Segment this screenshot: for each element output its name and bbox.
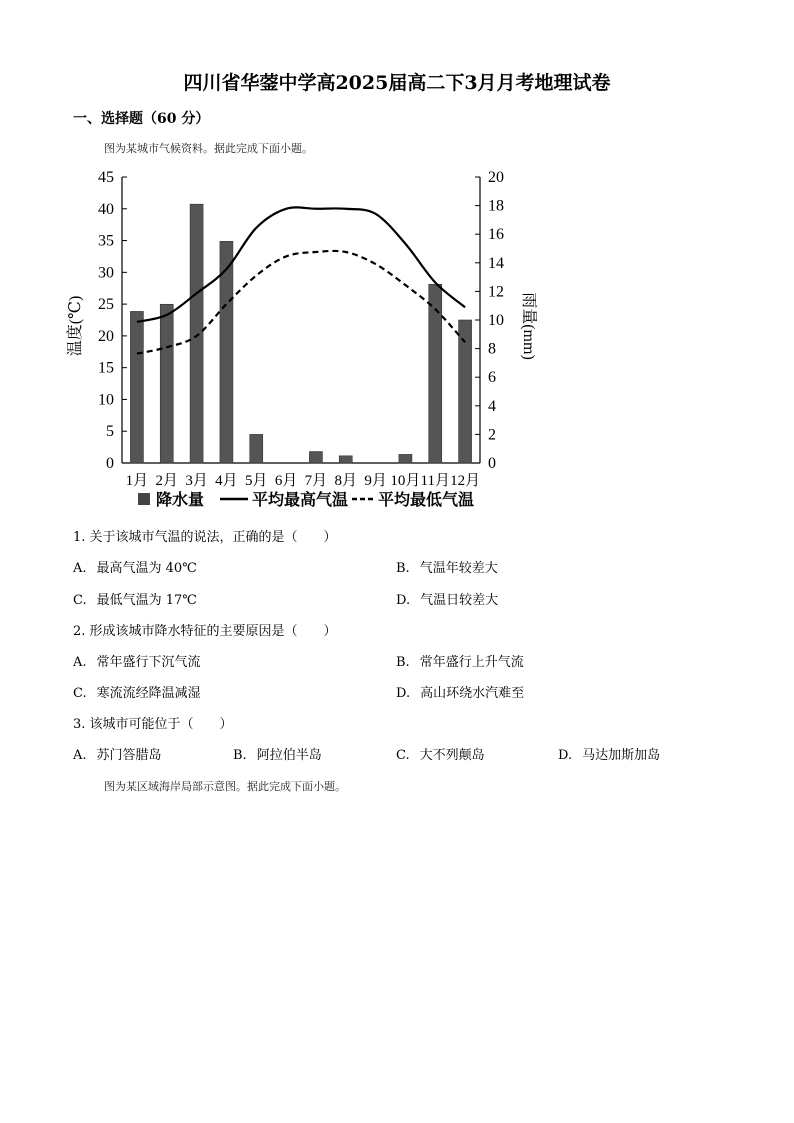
x-tick-label: 8月: [334, 473, 358, 489]
precip-bar: [160, 304, 173, 463]
q1-option-a[interactable]: [73, 557, 197, 576]
x-tick-label: 5月: [244, 473, 268, 489]
left-tick-label: 25: [98, 296, 114, 314]
right-tick-label: 8: [488, 340, 496, 358]
section-heading: 一、选择题（60 分）: [73, 111, 210, 127]
option-text: 大不列颠岛: [419, 748, 485, 763]
q3-option-b[interactable]: [233, 744, 322, 763]
option-letter: B.: [396, 655, 410, 670]
right-tick-label: 2: [488, 426, 496, 444]
option-text: 气温年较差大: [419, 561, 498, 576]
right-tick-label: 0: [488, 455, 496, 472]
climate-chart: [60, 160, 537, 520]
left-tick-label: 35: [98, 232, 114, 250]
right-tick-label: 20: [488, 169, 504, 186]
max-temp-line: [137, 207, 465, 322]
x-tick-label: 9月: [364, 473, 387, 489]
x-tick-label: 3月: [185, 473, 208, 489]
q3-option-a[interactable]: [73, 744, 162, 763]
precip-bar: [250, 434, 263, 463]
option-letter: C.: [396, 748, 410, 763]
option-letter: D.: [396, 593, 411, 608]
legend-swatch-precip: [138, 493, 150, 505]
option-text: 苏门答腊岛: [96, 748, 162, 763]
x-tick-label: 11月: [420, 473, 450, 489]
right-tick-label: 18: [488, 197, 504, 215]
option-text: 常年盛行下沉气流: [96, 655, 201, 670]
page-title: 四川省华蓥中学高2025届高二下3月月考地理试卷: [183, 72, 611, 94]
option-letter: D.: [396, 686, 411, 701]
left-tick-label: 40: [98, 200, 114, 218]
option-letter: C.: [73, 593, 87, 608]
precip-bar: [190, 204, 203, 463]
right-tick-label: 6: [488, 369, 496, 387]
left-tick-label: 0: [106, 455, 114, 472]
x-tick-label: 12月: [450, 473, 481, 489]
q2-option-a[interactable]: [73, 651, 201, 670]
legend-label-max: 平均最高气温: [252, 492, 349, 509]
left-axis-title: 温度(℃): [67, 295, 84, 357]
option-text: 气温日较差大: [420, 593, 499, 608]
right-tick-label: 16: [488, 226, 504, 244]
option-text: 寒流流经降温减湿: [96, 686, 201, 701]
x-tick-label: 2月: [155, 473, 179, 489]
legend-label-min: 平均最低气温: [378, 492, 475, 509]
precip-bar: [339, 456, 352, 463]
q2-option-d[interactable]: [396, 682, 524, 701]
option-text: 最高气温为 40℃: [96, 561, 197, 576]
left-tick-label: 10: [98, 391, 114, 409]
right-tick-label: 14: [488, 254, 504, 272]
q2-option-c[interactable]: [73, 682, 201, 701]
left-tick-label: 5: [106, 423, 114, 441]
legend-label-precip: 降水量: [156, 492, 205, 509]
intro-text-2: 图为某区域海岸局部示意图。据此完成下面小题。: [104, 780, 346, 793]
option-letter: B.: [233, 748, 247, 763]
x-tick-label: 10月: [390, 473, 421, 489]
option-letter: C.: [73, 686, 87, 701]
option-letter: A.: [73, 748, 87, 763]
question-1-stem: 1. 关于该城市气温的说法，正确的是（ ）: [73, 530, 337, 545]
x-tick-label: 1月: [125, 473, 149, 489]
precip-bar: [130, 311, 143, 463]
question-3-stem: 3. 该城市可能位于（ ）: [73, 717, 233, 732]
left-tick-label: 15: [98, 359, 114, 377]
q1-option-c[interactable]: [73, 589, 197, 608]
right-tick-label: 10: [488, 312, 504, 329]
question-2-stem: 2. 形成该城市降水特征的主要原因是（ ）: [73, 624, 337, 639]
left-tick-label: 20: [98, 327, 114, 345]
option-text: 高山环绕水汽难至: [420, 686, 525, 701]
option-letter: A.: [73, 561, 87, 576]
option-letter: A.: [73, 655, 87, 670]
option-text: 常年盛行上升气流: [419, 655, 524, 670]
x-tick-label: 7月: [304, 473, 328, 489]
right-tick-label: 4: [488, 397, 496, 415]
q3-option-c[interactable]: [396, 744, 485, 763]
option-text: 最低气温为 17℃: [96, 593, 197, 608]
left-tick-label: 45: [98, 169, 114, 186]
left-tick-label: 30: [98, 264, 114, 282]
q1-option-d[interactable]: [396, 589, 498, 608]
q2-option-b[interactable]: [396, 651, 524, 670]
option-text: 马达加斯加岛: [582, 748, 661, 763]
x-tick-label: 4月: [215, 473, 238, 489]
intro-text-1: 图为某城市气候资料。据此完成下面小题。: [104, 142, 313, 155]
right-axis-title: 雨量(mm): [520, 292, 537, 360]
option-letter: D.: [558, 748, 573, 763]
option-letter: B.: [396, 561, 410, 576]
precip-bar: [429, 284, 442, 463]
precip-bar: [399, 454, 412, 463]
q3-option-d[interactable]: [558, 744, 660, 763]
q1-option-b[interactable]: [396, 557, 498, 576]
precip-bar: [309, 452, 322, 463]
x-tick-label: 6月: [274, 473, 298, 489]
option-text: 阿拉伯半岛: [256, 748, 322, 763]
right-tick-label: 12: [488, 283, 504, 301]
